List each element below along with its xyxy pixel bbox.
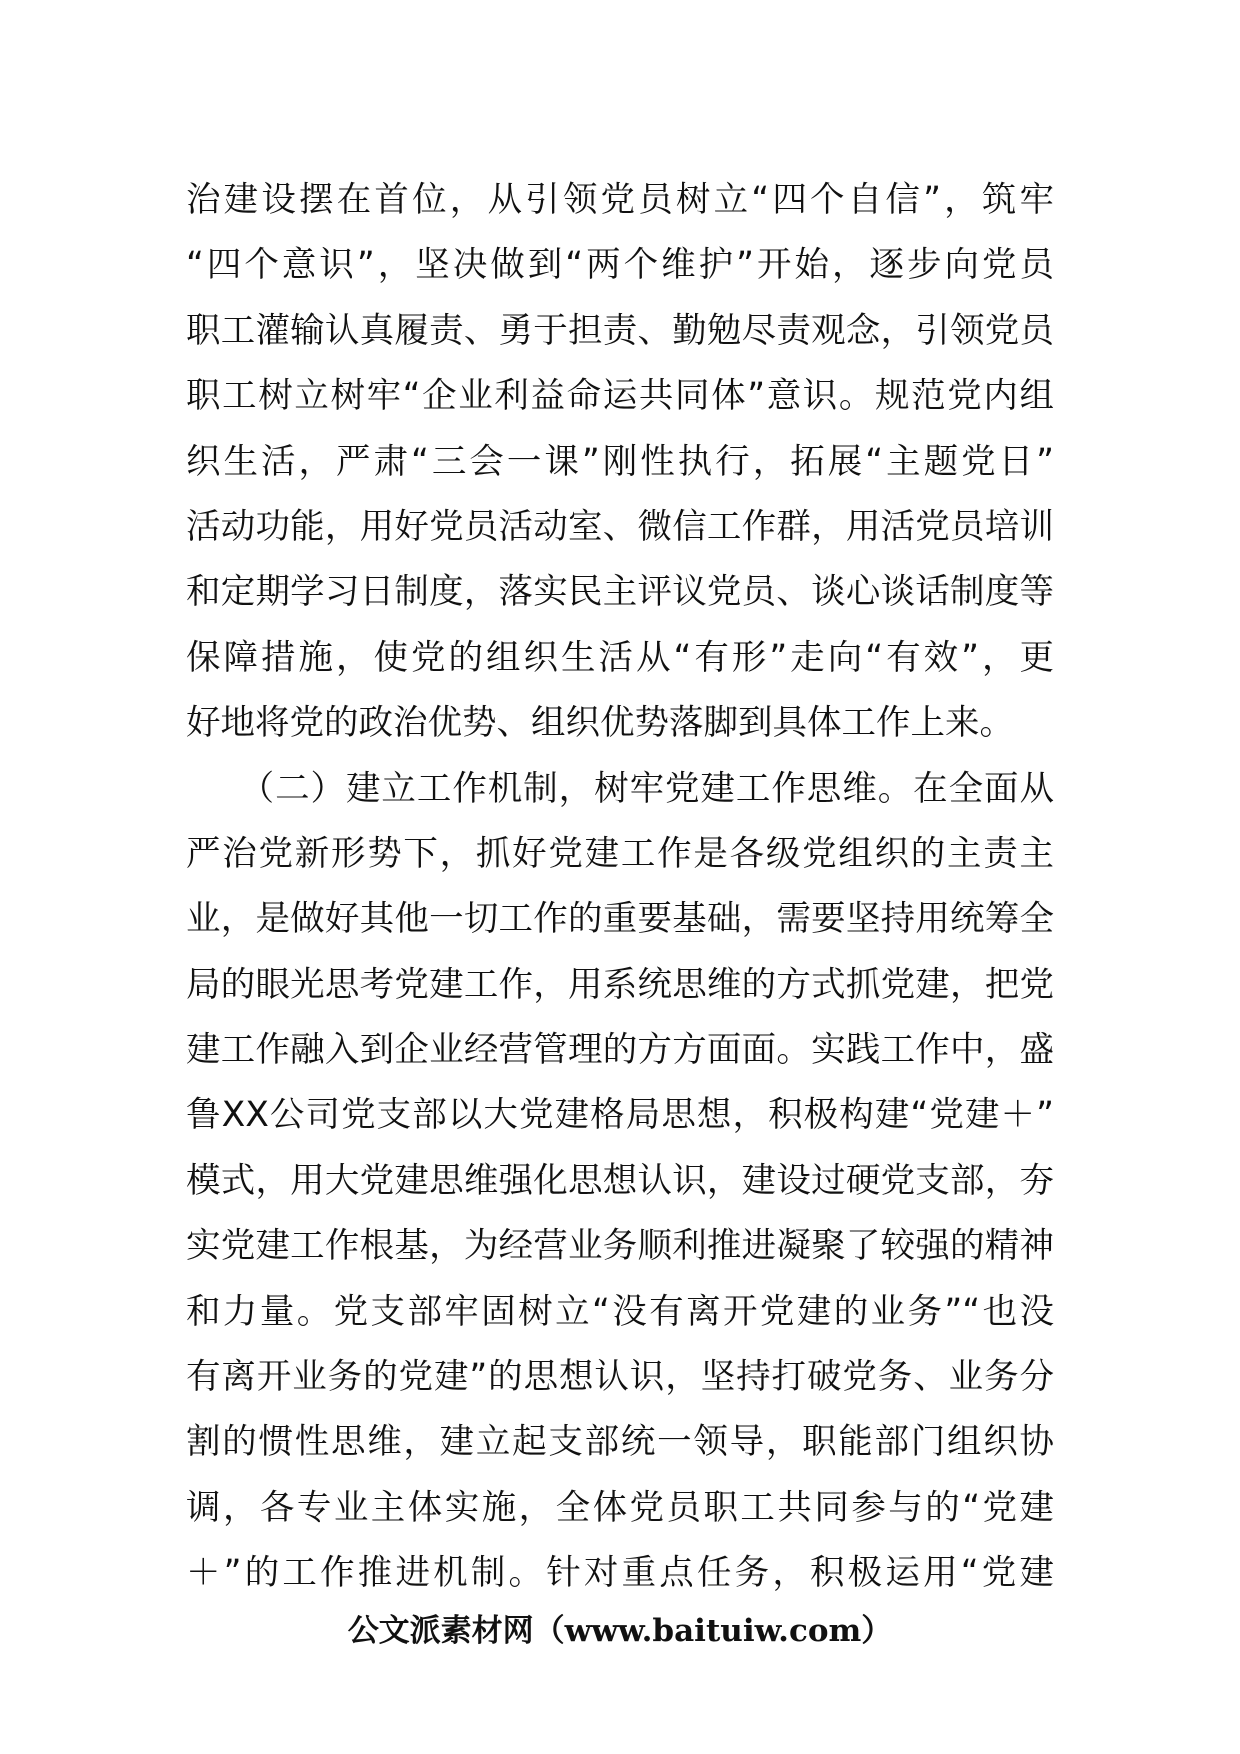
text-line: 好地将党的政治优势、组织优势落脚到具体工作上来。 [186,703,1014,744]
document-body [186,168,1054,1607]
text-line: 治建设摆在首位，从引领党员树立“四个自信”，筑牢 [186,180,1054,220]
text-line: 活动功能，用好党员活动室、微信工作群，用活党员培训 [186,506,1054,547]
text-line: 割的惯性思维，建立起支部统一领导，职能部门组织协 [186,1422,1054,1463]
text-line: 织生活，严肃“三会一课”刚性执行，拓展“主题党日” [186,441,1054,482]
text-line: 鲁XX公司党支部以大党建格局思想，积极构建“党建＋” [186,1095,1054,1136]
text-line: 实党建工作根基，为经营业务顺利推进凝聚了较强的精神 [186,1226,1054,1267]
text-line: 保障措施，使党的组织生活从“有形”走向“有效”，更 [186,637,1054,678]
text-line: “四个意识”，坚决做到“两个维护”开始，逐步向党员 [186,245,1054,286]
text-line: 严治党新形势下，抓好党建工作是各级党组织的主责主 [186,833,1054,874]
text-line: ＋”的工作推进机制。针对重点任务，积极运用“党建 [186,1553,1054,1594]
text-line: 建工作融入到企业经营管理的方方面面。实践工作中，盛 [186,1030,1054,1071]
text-line: 模式，用大党建思维强化思想认识，建设过硬党支部，夯 [186,1160,1054,1201]
text-line: 职工灌输认真履责、勇于担责、勤勉尽责观念，引领党员 [186,310,1054,351]
text-line: 调，各专业主体实施，全体党员职工共同参与的“党建 [186,1487,1054,1528]
section-heading-line: （二）建立工作机制，树牢党建工作思维。在全面从 [186,768,1054,809]
text-line: 局的眼光思考党建工作，用系统思维的方式抓党建，把党 [186,964,1054,1005]
text-line: 有离开业务的党建”的思想认识，坚持打破党务、业务分 [186,1357,1054,1398]
text-line: 和定期学习日制度，落实民主评议党员、谈心谈话制度等 [186,572,1054,613]
text-line: 职工树立树牢“企业利益命运共同体”意识。规范党内组 [186,376,1054,417]
text-line: 和力量。党支部牢固树立“没有离开党建的业务”“也没 [186,1291,1054,1332]
footer-watermark: 公文派素材网（www.baituiw.com） [347,1613,893,1649]
text-line: 业，是做好其他一切工作的重要基础，需要坚持用统筹全 [186,899,1054,940]
